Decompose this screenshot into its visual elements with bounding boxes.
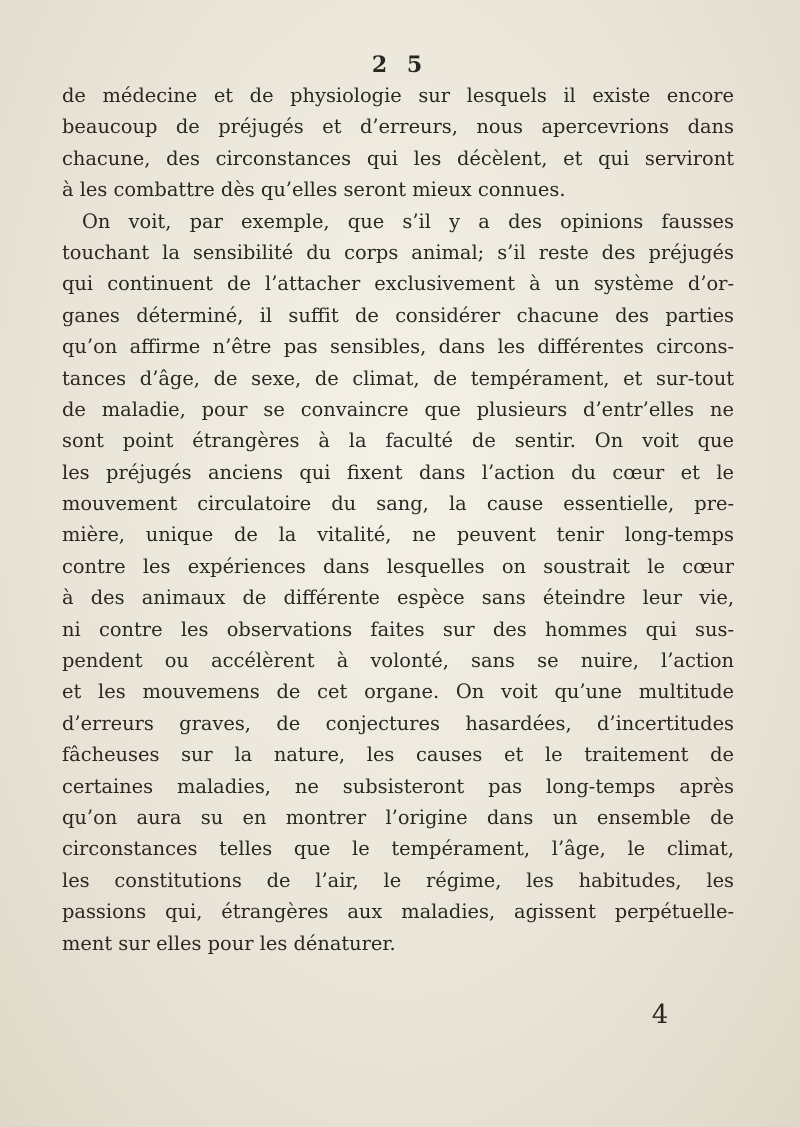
- text-line: qu’on affirme n’être pas sensibles, dans les différentes circons-: [62, 335, 734, 359]
- text-line: de maladie, pour se convaincre que plusieurs d’entr’elles ne: [62, 397, 734, 421]
- text-line: ganes déterminé, il suffit de considérer chacune des parties: [62, 303, 734, 327]
- text-line: On voit, par exemple, que s’il y a des opinions fausses: [82, 209, 734, 233]
- text-line: d’erreurs graves, de conjectures hasardées, d’incertitudes: [62, 711, 734, 735]
- text-line: passions qui, étrangères aux maladies, agissent perpétuelle-: [62, 900, 734, 924]
- signature-mark: 4: [651, 1000, 669, 1030]
- text-line: de médecine et de physiologie sur lesquels il existe encore: [62, 84, 734, 107]
- text-line: les constitutions de l’air, le régime, les habitudes, les: [62, 868, 734, 892]
- text-line: fâcheuses sur la nature, les causes et le traitement de: [62, 743, 734, 767]
- text-line: tances d’âge, de sexe, de climat, de tempérament, et sur-tout: [62, 366, 734, 390]
- text-line: qui continuent de l’attacher exclusivement à un système d’or-: [62, 272, 734, 296]
- page-number: 2 5: [371, 52, 429, 78]
- text-line: certaines maladies, ne subsisteront pas long-temps après: [62, 774, 734, 798]
- text-line: contre les expériences dans lesquelles on soustrait le cœur: [62, 554, 734, 578]
- text-line: et les mouvemens de cet organe. On voit qu’une multitude: [62, 680, 734, 704]
- text-line: sont point étrangères à la faculté de sentir. On voit que: [62, 429, 734, 453]
- body-text: [62, 80, 734, 959]
- text-line: mouvement circulatoire du sang, la cause essentielle, pre-: [62, 492, 734, 516]
- text-line: chacune, des circonstances qui les décèlent, et qui serviront: [62, 146, 734, 170]
- text-line: les préjugés anciens qui fixent dans l’action du cœur et le: [62, 460, 734, 484]
- text-line: circonstances telles que le tempérament, l’âge, le climat,: [62, 837, 734, 861]
- text-line: pendent ou accélèrent à volonté, sans se nuire, l’action: [62, 649, 734, 673]
- text-line: mière, unique de la vitalité, ne peuvent tenir long-temps: [62, 523, 734, 547]
- text-line: ni contre les observations faites sur des hommes qui sus-: [62, 617, 734, 641]
- text-line: beaucoup de préjugés et d’erreurs, nous apercevrions dans: [62, 115, 734, 139]
- text-line: qu’on aura su en montrer l’origine dans un ensemble de: [62, 805, 734, 829]
- text-line: à les combattre dès qu’elles seront mieux connues.: [62, 178, 566, 202]
- text-line: touchant la sensibilité du corps animal; s’il reste des préjugés: [62, 240, 734, 264]
- text-line: ment sur elles pour les dénaturer.: [62, 931, 396, 955]
- text-line: à des animaux de différente espèce sans éteindre leur vie,: [62, 586, 734, 610]
